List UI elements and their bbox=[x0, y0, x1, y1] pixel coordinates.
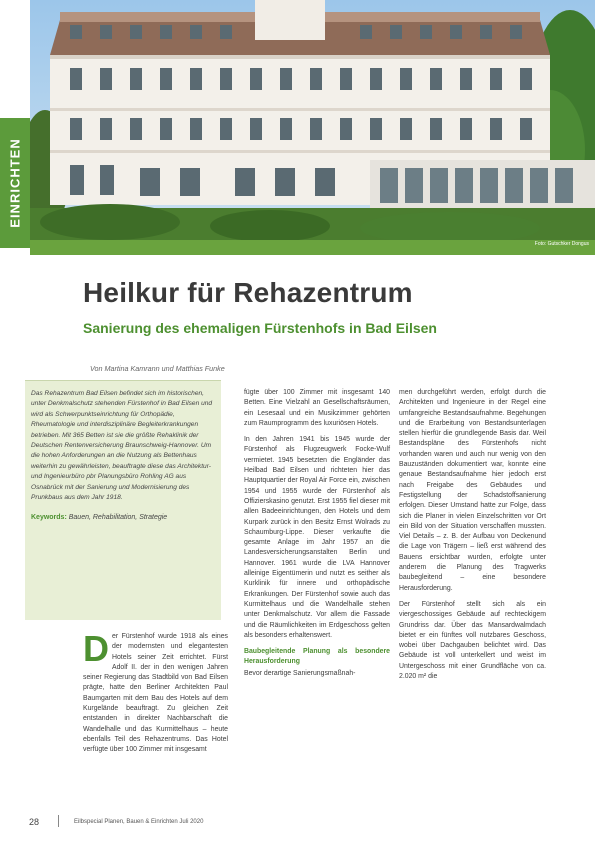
col2-paragraph-2: In den Jahren 1941 bis 1945 wurde der Fürstenhof als Flugzeugwerk Focke-Wulf vermietet. 1945 besetzten die Engländer das Heilbad Bad Eilsen und richteten hier das Hauptquartier der Royal Air Force ein, zwischen 1954 und 1955 wurde der Fürstenhof als Offizierskasino genutzt. Erst 1955 fiel dieser mit allen Badeeinrichtungen, den Hotels und dem Kurpark zurück in den Besitz Ernst Wolrads zu Schaumburg-Lippe. Dieser verkaufte die gesamte Anlage im Jahr 1957 an die Landesversicherungsanstalten Berlin und Hannover. 1961 wurde die LVA Hannover alleinige Eigentümerin und nutzt es seither als Kurklinik für innere und orthopädische Erkrankungen. Der Fürstenhof sowie auch das Kurmittelhaus und die Wandelhalle stehen unter Denkmalschutz. Vor allem die Fassade und die Räumlichkeiten im Erdgeschoss gelten als besonders erhaltenswert. bbox=[244, 436, 390, 639]
section-tab-label: EINRICHTEN bbox=[7, 138, 23, 228]
building-photo bbox=[30, 0, 595, 255]
body-column-3 bbox=[399, 388, 546, 688]
abstract-text: Das Rehazentrum Bad Eilsen befindet sich im historischen, unter Denkmalschutz stehenden Fürstenhof in Bad Eilsen und wird als Schwerpunktseinrichtung für Orthopädie, Rheumatologie und interdisziplinäre Begleiterkrankungen betrieben. Mit 365 Betten ist sie die größte Rehaklinik der Deutschen Rentenversicherung Braunschweig-Hannover. Um die hohen Anforderungen an die Nutzung als Bettenhaus weiterhin zu gewährleisten, beauftragte diese das Architektur- und Ingenieurbüro pbr Planungsbüro Rohling AG aus Osnabrück mit der Sanierung und Modernisierung des Prunkbaus aus dem Jahr 1918. bbox=[31, 390, 213, 502]
hero-photo bbox=[30, 0, 595, 255]
article-byline: Von Martina Kamrann und Matthias Funke bbox=[90, 364, 225, 373]
keywords-value: Bauen, Rehabilitation, Strategie bbox=[68, 514, 168, 522]
body-column-2 bbox=[244, 388, 390, 685]
article-subtitle: Sanierung des ehemaligen Fürstenhofs in Bad Eilsen bbox=[83, 320, 437, 336]
footer-divider bbox=[58, 815, 59, 827]
body-column-1 bbox=[83, 628, 228, 762]
col2-subheading: Baubegleitende Planung als besondere Herausforderung bbox=[244, 648, 390, 666]
footer-publication: Eilbspecial Planen, Bauen & Einrichten Juli 2020 bbox=[74, 819, 204, 825]
col3-paragraph-2: Der Fürstenhof stellt sich als ein viergeschossiges Gebäude auf rechteckigem Grundriss dar. Über das Mansardwalmdach bietet er ein fünftes voll nutzbares Geschoss, wobei über Dachgauben belichtet wird. Das Gebäude ist voll unterkellert und weist im Untergeschoss mit einer Grundfläche von ca. 2.020 m² die bbox=[399, 600, 546, 681]
drop-cap: D bbox=[83, 628, 109, 669]
col2-paragraph-3: Bevor derartige Sanierungsmaßnah- bbox=[244, 669, 356, 677]
col2-paragraph-1: fügte über 100 Zimmer mit insgesamt 140 Betten. Eine Vielzahl an Gesellschaftsräumen, ein Lesesaal und ein Musikzimmer gehörten zum Raumprogramm des luxuriösen Hotels. bbox=[244, 389, 390, 427]
abstract-box bbox=[25, 380, 221, 620]
photo-credit: Foto: Gutschker Dongus bbox=[534, 241, 589, 247]
page-number: 28 bbox=[29, 817, 40, 827]
keywords-line bbox=[31, 513, 213, 523]
col3-paragraph-1: men durchgeführt werden, erfolgt durch die Architekten und Ingenieure in der Regel eine umfangreiche Bestandsaufnahme. Begehungen und die Erarbeitung von Bestandsunterlagen stellen hierfür die grundlegende Basis dar. Weil Bestandspläne des Fürstenhofs nicht vorhanden waren und auch nur wenig von den Bauzuständen dokumentiert war, konnte eine genaue Bestandsaufnahme hier jedoch erst nach Freigabe des Gebäudes und Festigstellung der Schadstoffsanierung erfolgen. Dieser Umstand hatte zur Folge, dass sich die Planer in vielen Einzelschritten vor Ort ein Bild von der Situation verschaffen mussten. Viel Details – z. B. der Aufbau von Deckenund die Lage von Trägern – ließ erst während des Bauens ersichtbar wurden, erfolgte unter anderem die Planung des Tragwerks baubegleitend – eine besondere Herausforderung. bbox=[399, 389, 546, 592]
section-tab bbox=[0, 118, 30, 248]
col1-paragraph-1: er Fürstenhof wurde 1918 als eines der modernsten und elegantesten Hotels seiner Zeit errichtet. Fürst Adolf II. der in den wenigen Jahren seiner Regierung das Stadtbild von Bad Eilsen prägte, hatte den Berliner Architekten Paul Baumgarten mit dem Bau des Hotels auf dem Kurgelände beauftragt. Zu gleichen Zeit entstanden in direkter Nachbarschaft die Wandelhalle und das Kurmittelhaus – heute ebenfalls Teil des Rehazentrums. Das Hotel verfügte über 100 Zimmer mit insgesamt bbox=[83, 633, 228, 754]
article-title: Heilkur für Rehazentrum bbox=[83, 277, 413, 308]
keywords-label: Keywords: bbox=[31, 514, 67, 522]
